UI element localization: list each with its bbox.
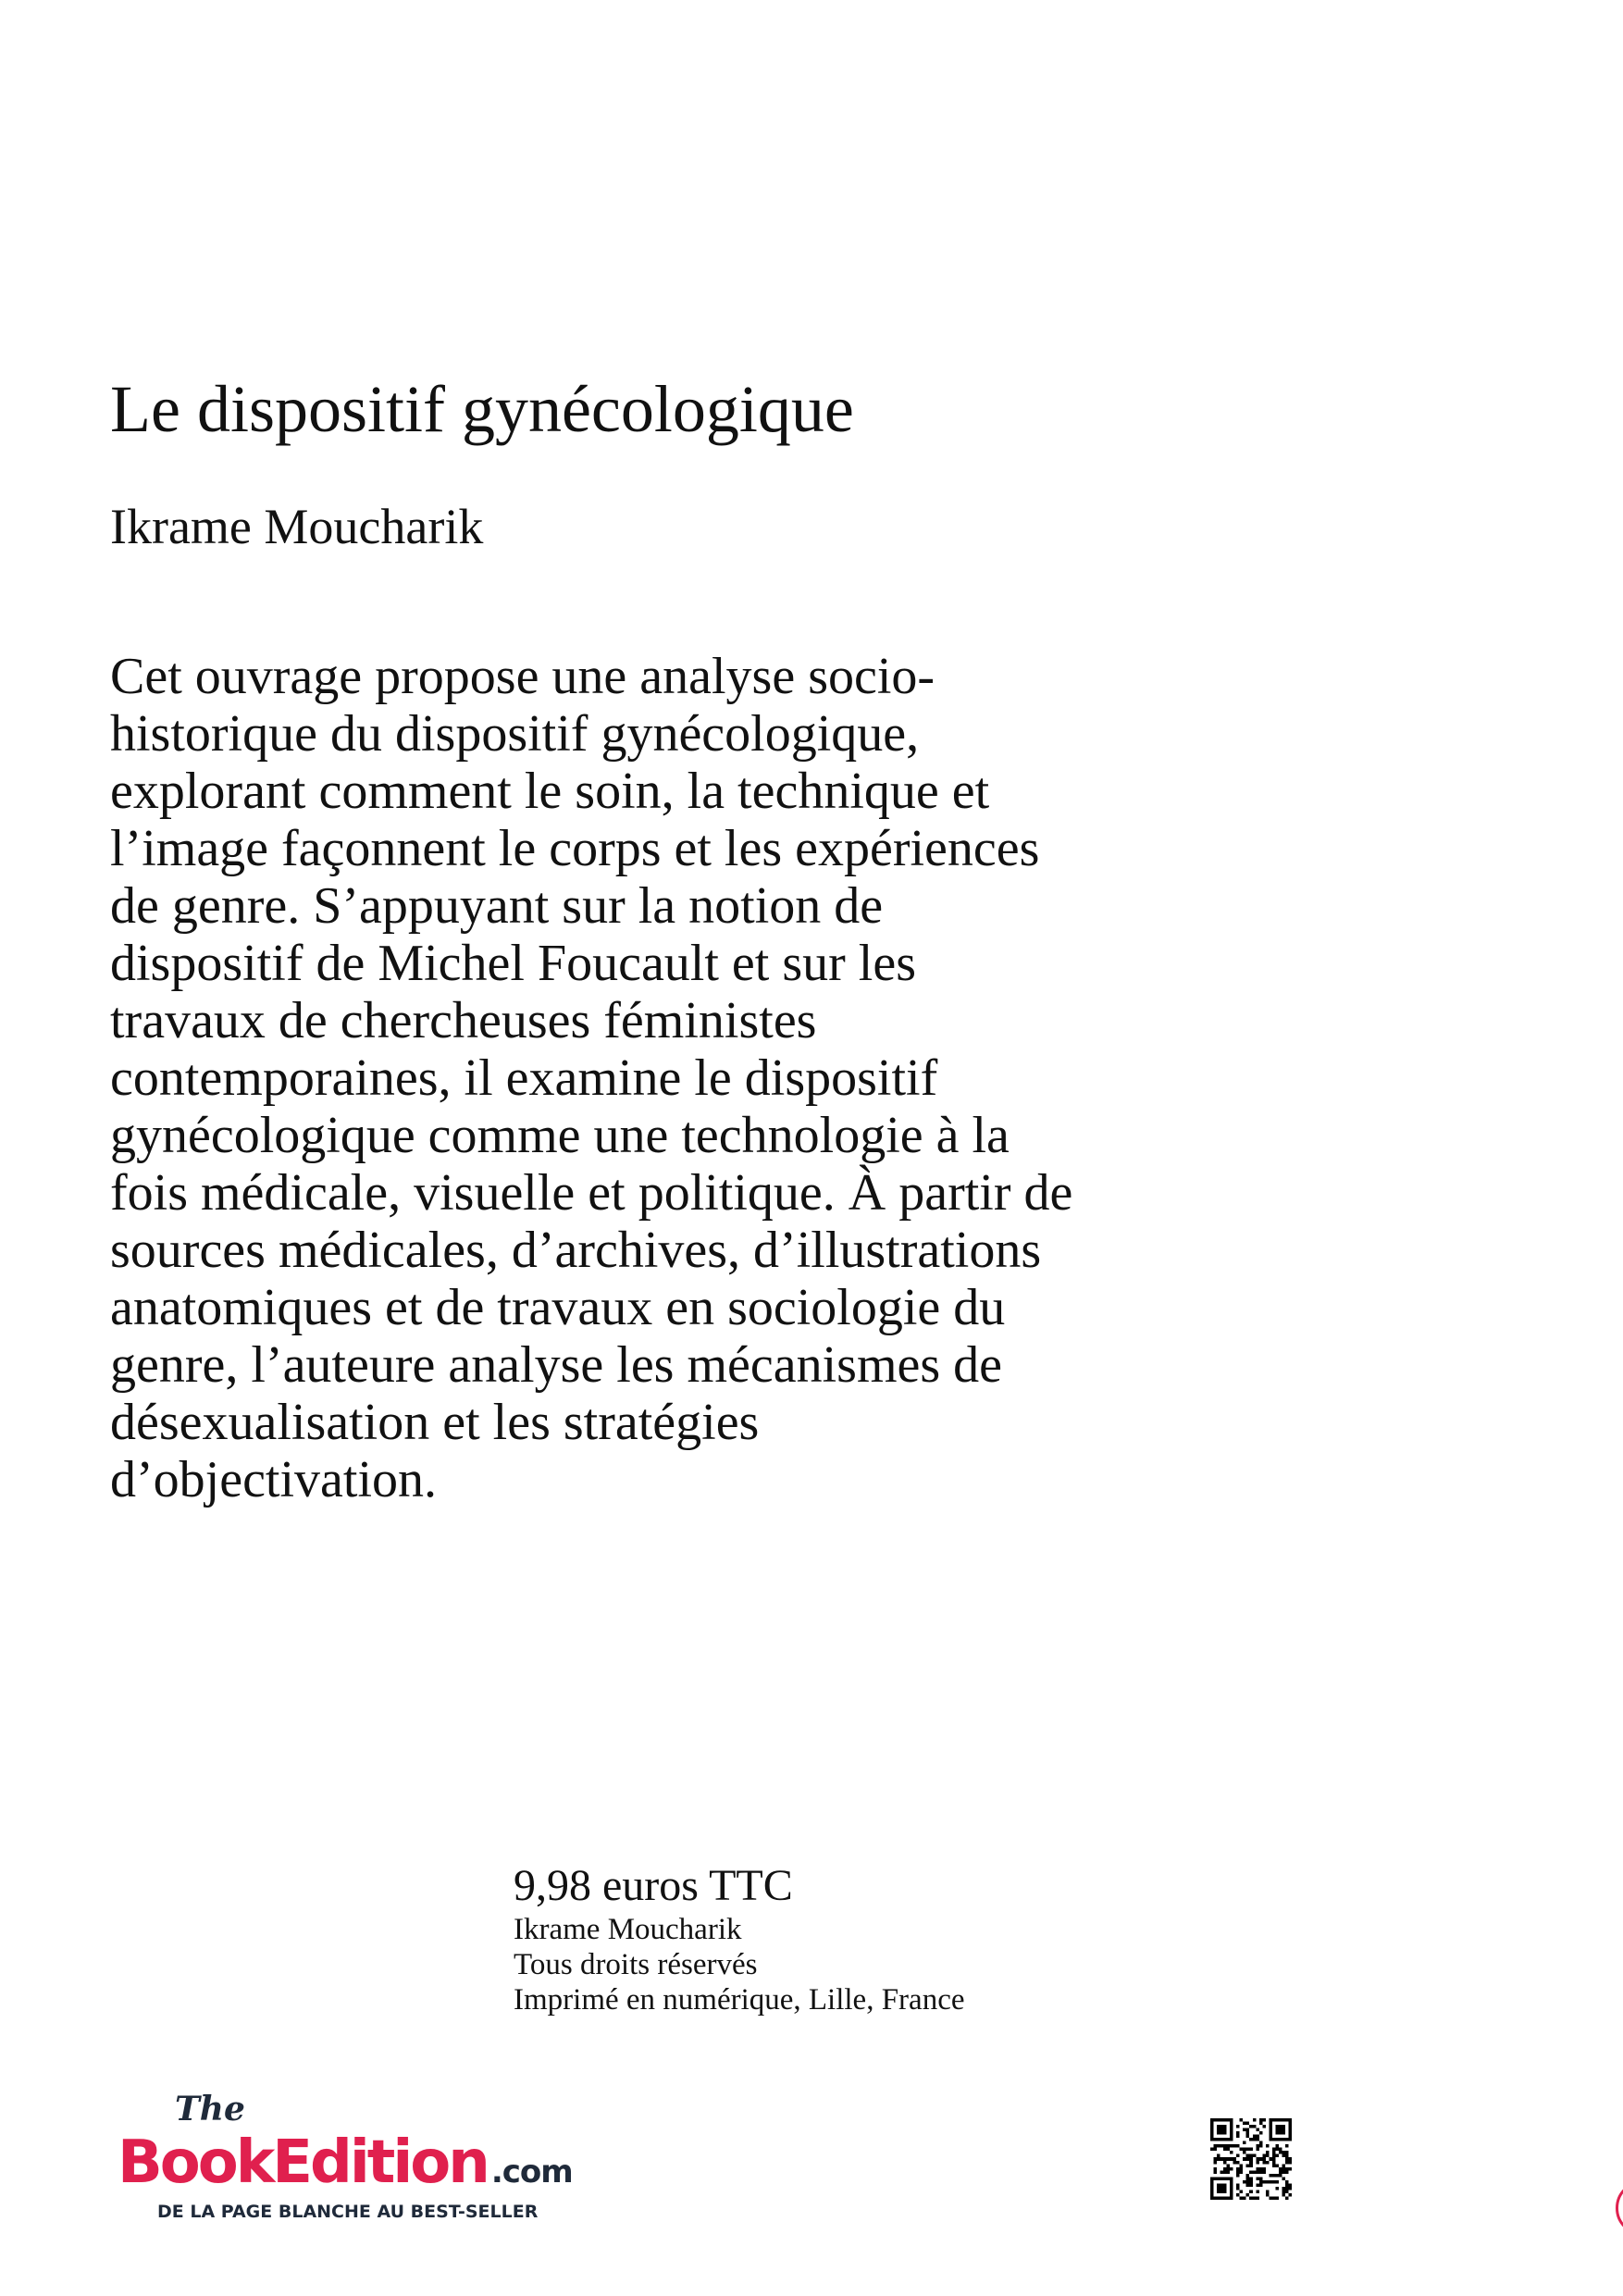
- blurb-line: dispositif de Michel Foucault et sur les: [110, 935, 916, 992]
- blurb-line: genre, l’auteure analyse les mécanismes de: [110, 1336, 1003, 1394]
- blurb-line: historique du dispositif gynécologique,: [110, 705, 920, 763]
- imprint-printed: Imprimé en numérique, Lille, France: [514, 1983, 965, 2017]
- blurb-line: d’objectivation.: [110, 1451, 438, 1508]
- logo-wordmark: [118, 2128, 573, 2197]
- thebookedition-logo: [118, 2090, 573, 2223]
- book-author: Ikrame Moucharik: [110, 499, 484, 554]
- imprint-block: [514, 1860, 965, 2017]
- blurb-line: travaux de chercheuses féministes: [110, 992, 817, 1049]
- logo-the: The: [175, 2090, 245, 2128]
- blurb-line: explorant comment le soin, la technique et: [110, 763, 990, 820]
- logo-domain: .com: [490, 2153, 573, 2191]
- book-blurb: [110, 648, 1072, 1508]
- book-title: Le dispositif gynécologique: [110, 372, 854, 446]
- blurb-line: de genre. S’appuyant sur la notion de: [110, 877, 884, 935]
- blurb-line: contemporaines, il examine le dispositif: [110, 1049, 938, 1107]
- blurb-line: l’image façonnent le corps et les expériences: [110, 820, 1040, 877]
- blurb-line: Cet ouvrage propose une analyse socio-: [110, 648, 935, 705]
- blurb-line: désexualisation et les stratégies: [110, 1394, 760, 1451]
- blurb-line: sources médicales, d’archives, d’illustrations: [110, 1222, 1042, 1279]
- imprint-rights: Tous droits réservés: [514, 1948, 758, 1981]
- blurb-line: gynécologique comme une technologie à la: [110, 1107, 1010, 1164]
- logo-name: BookEdition: [118, 2128, 488, 2197]
- imprint-author: Ikrame Moucharik: [514, 1913, 742, 1946]
- edge-circle-icon: [1616, 2180, 1623, 2236]
- blurb-line: fois médicale, visuelle et politique. À partir de: [110, 1164, 1073, 1222]
- blurb-line: anatomiques et de travaux en sociologie du: [110, 1279, 1006, 1336]
- logo-tagline: DE LA PAGE BLANCHE AU BEST-SELLER: [157, 2202, 539, 2222]
- price: 9,98 euros TTC: [514, 1861, 793, 1910]
- qr-code-icon: [1210, 2118, 1292, 2200]
